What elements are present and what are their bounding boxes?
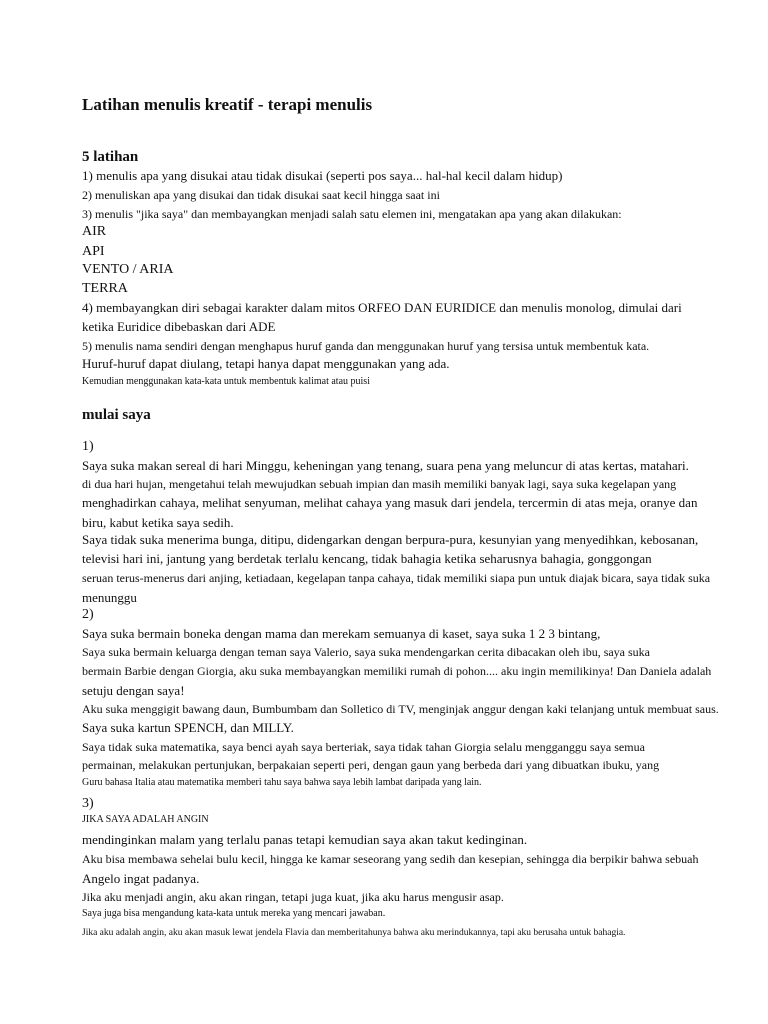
- text-line: 5) menulis nama sendiri dengan menghapus huruf ganda dan menggunakan huruf yang tersisa untuk membentuk kata.: [82, 339, 650, 353]
- text-line: di dua hari hujan, mengetahui telah mewujudkan sebuah impian dan masih memiliki banyak lagi, saya suka kegelapan yang: [82, 477, 677, 491]
- text-line: Angelo ingat padanya.: [82, 871, 200, 886]
- text-line: menghadirkan cahaya, melihat senyuman, melihat cahaya yang masuk dari jendela, tercermin di atas meja, oranye dan: [82, 495, 698, 510]
- text-line: Saya suka bermain boneka dengan mama dan merekam semuanya di kaset, saya suka 1 2 3 bintang,: [82, 626, 601, 641]
- text-line: 2) menuliskan apa yang disukai dan tidak disukai saat kecil hingga saat ini: [82, 188, 440, 202]
- text-line: API: [82, 244, 105, 259]
- text-line: 3): [82, 796, 94, 811]
- text-line: Saya tidak suka matematika, saya benci ayah saya berteriak, saya tidak tahan Giorgia selalu mengganggu saya semua: [82, 740, 645, 754]
- text-line: seruan terus-menerus dari anjing, ketiadaan, kegelapan tanpa cahaya, tidak memiliki siapa pun untuk diajak bicara, saya tidak suka: [82, 571, 711, 585]
- text-line: VENTO / ARIA: [82, 262, 174, 277]
- text-line: Saya suka makan sereal di hari Minggu, keheningan yang tenang, suara pena yang meluncur di atas kertas, matahari.: [82, 458, 689, 473]
- text-line: Aku bisa membawa sehelai bulu kecil, hingga ke kamar seseorang yang sedih dan kesepian, sehingga dia berpikir bahwa sebuah: [82, 852, 699, 866]
- text-line: Saya tidak suka menerima bunga, ditipu, didengarkan dengan berpura-pura, kesunyian yang menyedihkan, kebosanan,: [82, 532, 699, 547]
- text-line: Jika aku menjadi angin, aku akan ringan, tetapi juga kuat, jika aku harus mengusir asap.: [82, 890, 504, 904]
- text-line: ketika Euridice dibebaskan dari ADE: [82, 319, 276, 334]
- text-line: JIKA SAYA ADALAH ANGIN: [82, 814, 209, 825]
- text-line: 3) menulis "jika saya" dan membayangkan menjadi salah satu elemen ini, mengatakan apa yang akan dilakukan:: [82, 207, 622, 221]
- text-line: 1): [82, 439, 94, 454]
- text-line: 1) menulis apa yang disukai atau tidak disukai (seperti pos saya... hal-hal kecil dalam hidup): [82, 168, 563, 183]
- text-line: Huruf-huruf dapat diulang, tetapi hanya dapat menggunakan yang ada.: [82, 356, 450, 371]
- text-line: 4) membayangkan diri sebagai karakter dalam mitos ORFEO DAN EURIDICE dan menulis monolog, dimulai dari: [82, 300, 682, 315]
- section-heading-mulai-saya: mulai saya: [82, 407, 151, 423]
- text-line: Saya juga bisa mengandung kata-kata untuk mereka yang mencari jawaban.: [82, 908, 386, 919]
- text-line: biru, kabut ketika saya sedih.: [82, 515, 234, 530]
- text-line: AIR: [82, 224, 107, 239]
- text-line: setuju dengan saya!: [82, 683, 185, 698]
- text-line: Kemudian menggunakan kata-kata untuk membentuk kalimat atau puisi: [82, 376, 370, 387]
- section-heading-latihan: 5 latihan: [82, 149, 139, 165]
- text-line: mendinginkan malam yang terlalu panas tetapi kemudian saya akan takut kedinginan.: [82, 832, 528, 847]
- text-line: Guru bahasa Italia atau matematika memberi tahu saya bahwa saya lebih lambat daripada yang lain.: [82, 777, 482, 788]
- text-line: bermain Barbie dengan Giorgia, aku suka membayangkan memiliki rumah di pohon.... aku ingin memilikinya! Dan Daniela adalah: [82, 664, 712, 678]
- text-line: menunggu: [82, 590, 137, 605]
- text-line: TERRA: [82, 281, 128, 296]
- text-line: televisi hari ini, jantung yang berdetak terlalu kencang, tidak bahagia ketika seharusnya bahagia, gonggongan: [82, 551, 652, 566]
- text-line: permainan, melakukan pertunjukan, berpakaian seperti peri, dengan gaun yang berbeda dari yang dibuatkan ibuku, yang: [82, 758, 660, 772]
- text-line: Saya suka bermain keluarga dengan teman saya Valerio, saya suka mendengarkan cerita dibacakan oleh ibu, saya suka: [82, 645, 651, 659]
- text-line: Jika aku adalah angin, aku akan masuk lewat jendela Flavia dan memberitahunya bahwa aku merindukannya, tapi aku berusaha untuk bahagia.: [82, 928, 626, 938]
- text-line: Saya suka kartun SPENCH, dan MILLY.: [82, 720, 294, 735]
- text-line: Aku suka menggigit bawang daun, Bumbumbam dan Solletico di TV, menginjak anggur dengan kaki telanjang untuk membuat saus.: [82, 702, 719, 716]
- text-line: 2): [82, 607, 94, 622]
- page-title: Latihan menulis kreatif - terapi menulis: [82, 95, 373, 114]
